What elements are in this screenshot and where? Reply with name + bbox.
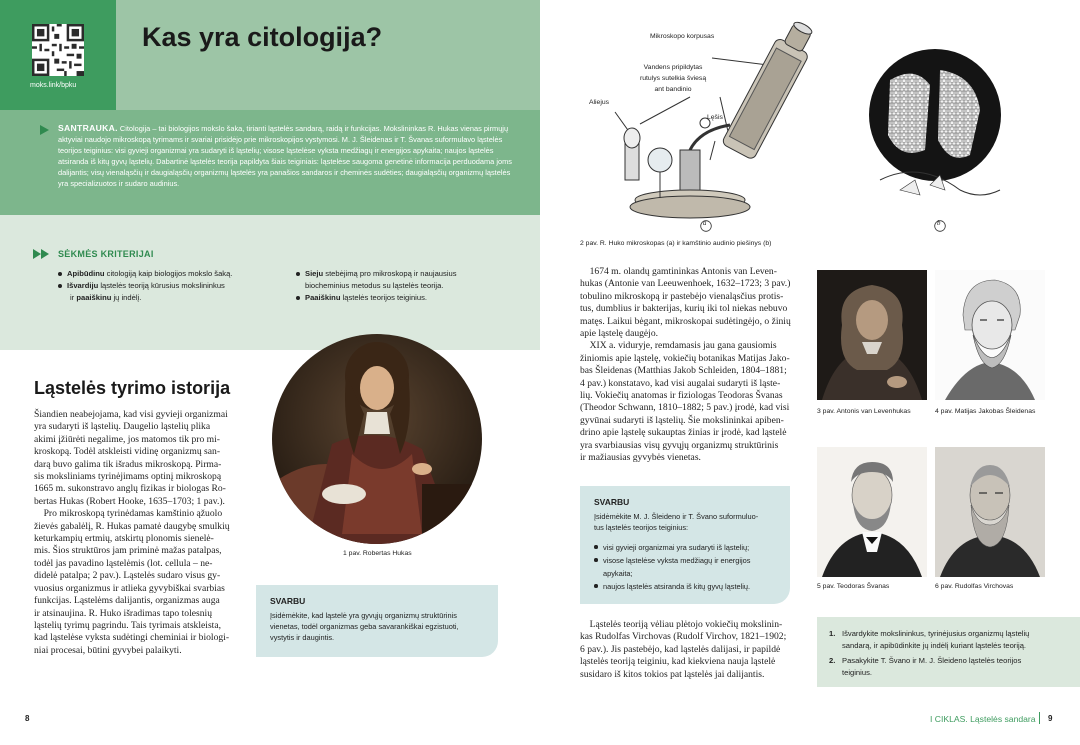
summary-text	[58, 123, 520, 189]
qr-url[interactable]: moks.link/bpku	[30, 82, 77, 89]
important-heading: SVARBU	[270, 596, 306, 606]
list-item: visi gyvieji organizmai yra sudaryti iš ląstelių;	[594, 541, 784, 554]
questions-box	[817, 617, 1080, 687]
fig2-caption: 2 pav. R. Huko mikroskopas (a) ir kamštinio audinio piešinys (b)	[580, 240, 772, 247]
label-lens: Lęšis	[707, 114, 723, 121]
fig4-caption: 4 pav. Matijas Jakobas Šleidenas	[935, 408, 1036, 415]
chapter-footer: I CIKLAS. Ląstelės sandara	[930, 714, 1036, 724]
question-1: 1. Išvardykite mokslininkus, tyrinėjusius organizmų ląstelių sandarą, ir apibūdinkite jų indėlį kuriant ląstelės teoriją.	[829, 629, 1030, 650]
fig3-caption: 3 pav. Antonis van Levenhukas	[817, 408, 911, 415]
qr-code-icon[interactable]	[32, 24, 84, 76]
criteria-column-2	[296, 268, 516, 304]
footer-divider	[1039, 712, 1040, 724]
cork-tissue-drawing	[860, 40, 1010, 210]
page-number-left: 8	[25, 714, 30, 723]
summary-heading: SANTRAUKA.	[58, 123, 118, 133]
criteria-item: Sieju stebėjimą pro mikroskopą ir naujausius	[296, 268, 516, 280]
important-text: Įsidėmėkite, kad ląstelė yra gyvųjų organizmų struktūrinis vienetas, todėl organizmas geba savarankiškai egzistuoti, vystytis ir daugintis.	[270, 611, 459, 642]
section-title: Ląstelės tyrimo istorija	[34, 378, 231, 398]
robert-hooke-portrait	[272, 334, 482, 544]
play-arrow-icon	[39, 125, 49, 135]
important-box-right	[580, 486, 790, 604]
leeuwenhoek-portrait	[817, 270, 927, 400]
fig1-caption: 1 pav. Robertas Hukas	[343, 550, 412, 557]
page-number-right: 9	[1048, 714, 1053, 723]
criteria-item-continued: ir paaiškinu jų indėlį.	[70, 293, 142, 302]
list-item-continued: apykaita;	[603, 569, 633, 578]
summary-body: Citologija – tai biologijos mokslo šaka, tirianti ląstelės sandarą, raidą ir funkcijas. Mokslininkas R. Hukas vienas pirmųjų aktyviai naudojo mikroskopą tyrimams ir svariai prisidėjo prie mikroskopijos vystymosi. M. J. Šleidenas ir T. Švanas suformulavo ląstelės teorijos teiginius: visi gyvieji organizmai yra sudaryti iš ląstelių; visose ląstelėse vyksta medžiagų ir energijos apykaita; naujos ląstelės atsiranda iš kitų gyvų ląstelių. Dabartinė ląstelės teorija papildyta šiais teiginiais: ląstelėse saugoma genetinė informacija perduodama joms dalijantis; visų vienaląsčių ir daugialąsčių organizmų ląstelės yra panašios sandaros ir cheminės sudėties; daugialąsčių organizmų ląstelės yra specializuotos ir sudaro audinius.	[58, 124, 512, 188]
criteria-item: Paaiškinu ląstelės teorijos teiginius.	[296, 292, 516, 304]
fast-forward-icon	[33, 249, 50, 259]
criteria-column-1	[58, 268, 288, 304]
important-bullets	[594, 541, 784, 593]
important-heading: SVARBU	[594, 497, 630, 507]
fig5-caption: 5 pav. Teodoras Švanas	[817, 583, 890, 590]
list-item: naujos ląstelės atsiranda iš kitų gyvų ląstelių.	[594, 580, 784, 593]
criteria-item: Apibūdinu citologiją kaip biologijos mokslo šaką.	[58, 268, 288, 280]
virchow-portrait	[935, 447, 1045, 577]
criteria-item: Išvardiju ląstelės teoriją kūrusius mokslininkus	[58, 280, 288, 292]
body-text-right-2: Ląstelės teoriją vėliau plėtojo vokiečių mokslinin- kas Rudolfas Virchovas (Rudolf Virchov, 1821–1902; 6 pav.). Jis pastebėjo, kad ląstelės dalijasi, ir papildė ląstelės teoriją teiginiu, kad kiekviena nauja ląstelė susidaro iš kitos tokios pat ląstelės jai dalijantis.	[580, 619, 787, 680]
label-microscope-body: Mikroskopo korpusas	[650, 33, 715, 40]
important-intro: Įsidėmėkite M. J. Šleideno ir T. Švano suformuluo- tus ląstelės teorijos teiginius:	[594, 512, 759, 532]
criteria-item-continued: biocheminius metodus su ląstelės teorija.	[305, 281, 444, 290]
label-oil: Aliejus	[589, 99, 610, 106]
fig6-caption: 6 pav. Rudolfas Virchovas	[935, 583, 1014, 590]
question-2: 2. Pasakykite T. Švano ir M. J. Šleideno ląstelės teorijos teiginius.	[829, 656, 1022, 677]
important-box-left	[256, 585, 498, 657]
body-text-left: Šiandien neabejojama, kad visi gyvieji organizmai yra sudaryti iš ląstelių. Daugelio ląstelių plika akimi įžiūrėti negalime, jos matomos tik pro mi- kroskopą. Todėl atskleisti vidinę organizmų san- darą buvo galima tik išradus mikroskopą. Pirma- sis moksliniams tyrinėjimams optinį mikroskopą 1665 m. sukonstravo anglų fizikas ir biologas Ro- bertas Hukas (Robert Hooke, 1635–1703; 1 pav.). Pro mikroskopą tyrinėdamas kamštinio ąžuolo žievės gabalėlį, R. Hukas pamatė daugybę smulkių keturkampių ertmių, atskirtų plonomis sienelė- mis. Šios struktūros jam priminė mažas patalpas, todėl jas pavadino ląstelėmis (lot. cellula – ne- didelė patalpa; 2 pav.). Ląstelės sudaro visus gy- vuosius organizmus ir atlieka gyvybiškai svarbias funkcijas. Ląstelėms dalijantis, organizmas auga ir atsinaujina. R. Huko išradimas tapo tolesnių ląstelių tyrimų pagrindu. Tais tyrimais atskleista, kad ląstelėse vyksta sudėtingi cheminiai ir biologi- niai procesai, būtini gyvybei palaikyti.	[34, 409, 230, 656]
page-title: Kas yra citologija?	[142, 22, 383, 52]
schleiden-portrait	[935, 270, 1045, 400]
schwann-portrait	[817, 447, 927, 577]
list-item: visose ląstelėse vyksta medžiagų ir energijos	[594, 554, 784, 567]
criteria-heading: SĖKMĖS KRITERIJAI	[58, 249, 154, 259]
body-text-right-1: 1674 m. olandų gamtininkas Antonis van Leven- hukas (Antonie van Leeuwenhoek, 1632–1723; 3 pav.) tobulino mikroskopą ir pastebėjo vienaląsčius protis- tus, dumblius ir bakterijas, kurių iki tol niekas nebuvo matęs. Laikui bėgant, mikroskopai sudėtingėjo, o žinių apie ląstelę daugėjo. XIX a. viduryje, remdamasis jau gana gausiomis žiniomis apie ląstelę, vokiečių botanikas Matijas Jako- bas Šleidenas (Matthias Jakob Schleiden, 1804–1881; 4 pav.) konstatavo, kad visi augalai sudaryti iš ląste- lių. Vokiečių anatomas ir fiziologas Teodoras Švanas (Theodor Schwann, 1810–1882; 5 pav.) įrodė, kad visi gyvūnai sudaryti iš ląstelių. Šie mokslininkai apiben- drino apie ląstelę sukauptas žinias ir įrodė, kad ląstelė yra svarbiausias visų gyvųjų organizmų struktūrinis ir mažiausias gyvybės vienetas.	[580, 266, 791, 464]
label-water-sphere: Vandens pripildytas rutulys sutelkia šviesą ant bandinio	[640, 64, 707, 93]
hooke-microscope-drawing	[580, 20, 820, 230]
